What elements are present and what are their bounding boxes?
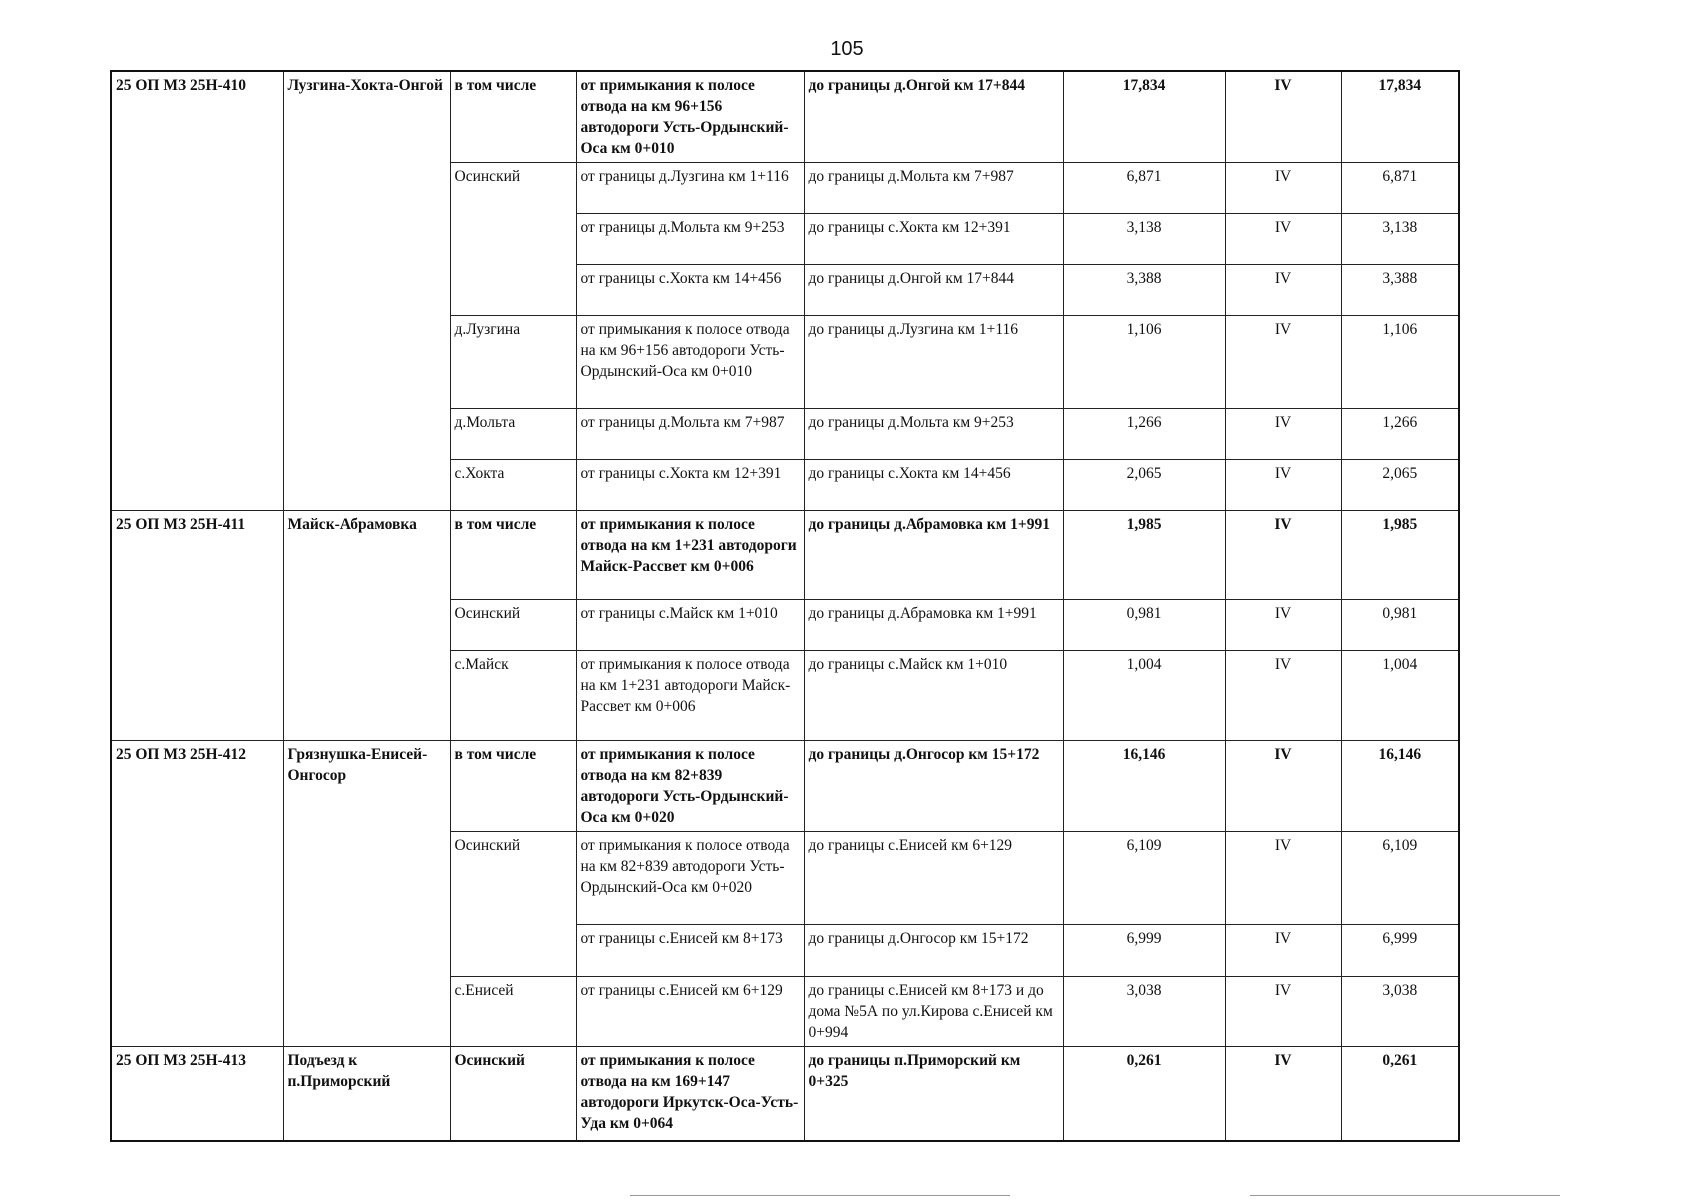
length-cell: 0,981 [1063, 600, 1225, 651]
road-name-cell: Лузгина-Хокта-Онгой [283, 71, 450, 511]
category-cell: IV [1225, 600, 1341, 651]
category-cell: IV [1225, 265, 1341, 316]
total-cell: 2,065 [1341, 460, 1459, 511]
table-row [111, 71, 1459, 163]
area-cell: с.Енисей [450, 977, 576, 1047]
length-cell: 1,004 [1063, 651, 1225, 741]
category-cell: IV [1225, 460, 1341, 511]
category-cell: IV [1225, 832, 1341, 925]
area-cell: в том числе [450, 71, 576, 163]
to-cell: до границы д.Онгосор км 15+172 [804, 741, 1063, 832]
from-cell: от границы с.Хокта км 12+391 [576, 460, 804, 511]
road-code-cell: 25 ОП МЗ 25Н-412 [111, 741, 283, 1047]
length-cell: 6,999 [1063, 925, 1225, 977]
from-cell: от границы с.Енисей км 8+173 [576, 925, 804, 977]
area-cell: в том числе [450, 511, 576, 600]
total-cell: 0,981 [1341, 600, 1459, 651]
from-cell: от границы д.Мольта км 9+253 [576, 214, 804, 265]
category-cell: IV [1225, 214, 1341, 265]
from-cell: от границы с.Енисей км 6+129 [576, 977, 804, 1047]
total-cell: 3,388 [1341, 265, 1459, 316]
category-cell: IV [1225, 409, 1341, 460]
to-cell: до границы д.Абрамовка км 1+991 [804, 511, 1063, 600]
total-cell: 16,146 [1341, 741, 1459, 832]
area-cell: Осинский [450, 832, 576, 977]
total-cell: 1,266 [1341, 409, 1459, 460]
to-cell: до границы д.Онгой км 17+844 [804, 265, 1063, 316]
from-cell: от примыкания к полосе отвода на км 82+839 автодороги Усть-Ордынский-Оса км 0+020 [576, 832, 804, 925]
to-cell: до границы с.Майск км 1+010 [804, 651, 1063, 741]
length-cell: 16,146 [1063, 741, 1225, 832]
scan-artifact-line [630, 1195, 1010, 1196]
to-cell: до границы д.Мольта км 9+253 [804, 409, 1063, 460]
to-cell: до границы д.Мольта км 7+987 [804, 163, 1063, 214]
length-cell: 0,261 [1063, 1047, 1225, 1141]
category-cell: IV [1225, 741, 1341, 832]
length-cell: 3,138 [1063, 214, 1225, 265]
length-cell: 3,038 [1063, 977, 1225, 1047]
total-cell: 1,985 [1341, 511, 1459, 600]
area-cell: с.Хокта [450, 460, 576, 511]
total-cell: 6,999 [1341, 925, 1459, 977]
area-cell: Осинский [450, 1047, 576, 1141]
table-row [111, 741, 1459, 832]
total-cell: 6,109 [1341, 832, 1459, 925]
length-cell: 6,109 [1063, 832, 1225, 925]
from-cell: от примыкания к полосе отвода на км 1+231 автодороги Майск-Рассвет км 0+006 [576, 651, 804, 741]
category-cell: IV [1225, 71, 1341, 163]
category-cell: IV [1225, 1047, 1341, 1141]
length-cell: 2,065 [1063, 460, 1225, 511]
to-cell: до границы п.Приморский км 0+325 [804, 1047, 1063, 1141]
from-cell: от примыкания к полосе отвода на км 169+147 автодороги Иркутск-Оса-Усть-Уда км 0+064 [576, 1047, 804, 1141]
to-cell: до границы с.Хокта км 12+391 [804, 214, 1063, 265]
area-cell: д.Лузгина [450, 316, 576, 409]
length-cell: 17,834 [1063, 71, 1225, 163]
road-code-cell: 25 ОП МЗ 25Н-410 [111, 71, 283, 511]
total-cell: 3,138 [1341, 214, 1459, 265]
from-cell: от границы д.Лузгина км 1+116 [576, 163, 804, 214]
road-code-cell: 25 ОП МЗ 25Н-411 [111, 511, 283, 741]
category-cell: IV [1225, 977, 1341, 1047]
road-name-cell: Майск-Абрамовка [283, 511, 450, 741]
category-cell: IV [1225, 511, 1341, 600]
from-cell: от границы с.Майск км 1+010 [576, 600, 804, 651]
total-cell: 1,106 [1341, 316, 1459, 409]
to-cell: до границы с.Хокта км 14+456 [804, 460, 1063, 511]
length-cell: 6,871 [1063, 163, 1225, 214]
area-cell: Осинский [450, 600, 576, 651]
total-cell: 17,834 [1341, 71, 1459, 163]
scan-artifact-line [1250, 1195, 1560, 1196]
length-cell: 1,266 [1063, 409, 1225, 460]
road-code-cell: 25 ОП МЗ 25Н-413 [111, 1047, 283, 1141]
category-cell: IV [1225, 316, 1341, 409]
from-cell: от примыкания к полосе отвода на км 1+231 автодороги Майск-Рассвет км 0+006 [576, 511, 804, 600]
from-cell: от границы с.Хокта км 14+456 [576, 265, 804, 316]
area-cell: с.Майск [450, 651, 576, 741]
from-cell: от примыкания к полосе отвода на км 96+156 автодороги Усть-Ордынский-Оса км 0+010 [576, 71, 804, 163]
road-name-cell: Грязнушка-Енисей-Онгосор [283, 741, 450, 1047]
to-cell: до границы д.Онгой км 17+844 [804, 71, 1063, 163]
area-cell: д.Мольта [450, 409, 576, 460]
area-cell: Осинский [450, 163, 576, 316]
to-cell: до границы д.Лузгина км 1+116 [804, 316, 1063, 409]
table-row [111, 511, 1459, 600]
roads-table [110, 70, 1460, 1142]
to-cell: до границы д.Абрамовка км 1+991 [804, 600, 1063, 651]
area-cell: в том числе [450, 741, 576, 832]
from-cell: от границы д.Мольта км 7+987 [576, 409, 804, 460]
length-cell: 3,388 [1063, 265, 1225, 316]
to-cell: до границы с.Енисей км 6+129 [804, 832, 1063, 925]
length-cell: 1,985 [1063, 511, 1225, 600]
total-cell: 3,038 [1341, 977, 1459, 1047]
total-cell: 6,871 [1341, 163, 1459, 214]
table-row [111, 1047, 1459, 1141]
total-cell: 1,004 [1341, 651, 1459, 741]
category-cell: IV [1225, 925, 1341, 977]
length-cell: 1,106 [1063, 316, 1225, 409]
category-cell: IV [1225, 651, 1341, 741]
total-cell: 0,261 [1341, 1047, 1459, 1141]
from-cell: от примыкания к полосе отвода на км 82+839 автодороги Усть-Ордынский-Оса км 0+020 [576, 741, 804, 832]
road-name-cell: Подъезд к п.Приморский [283, 1047, 450, 1141]
to-cell: до границы с.Енисей км 8+173 и до дома №5А по ул.Кирова с.Енисей км 0+994 [804, 977, 1063, 1047]
page-number: 105 [830, 38, 864, 60]
to-cell: до границы д.Онгосор км 15+172 [804, 925, 1063, 977]
from-cell: от примыкания к полосе отвода на км 96+156 автодороги Усть-Ордынский-Оса км 0+010 [576, 316, 804, 409]
category-cell: IV [1225, 163, 1341, 214]
